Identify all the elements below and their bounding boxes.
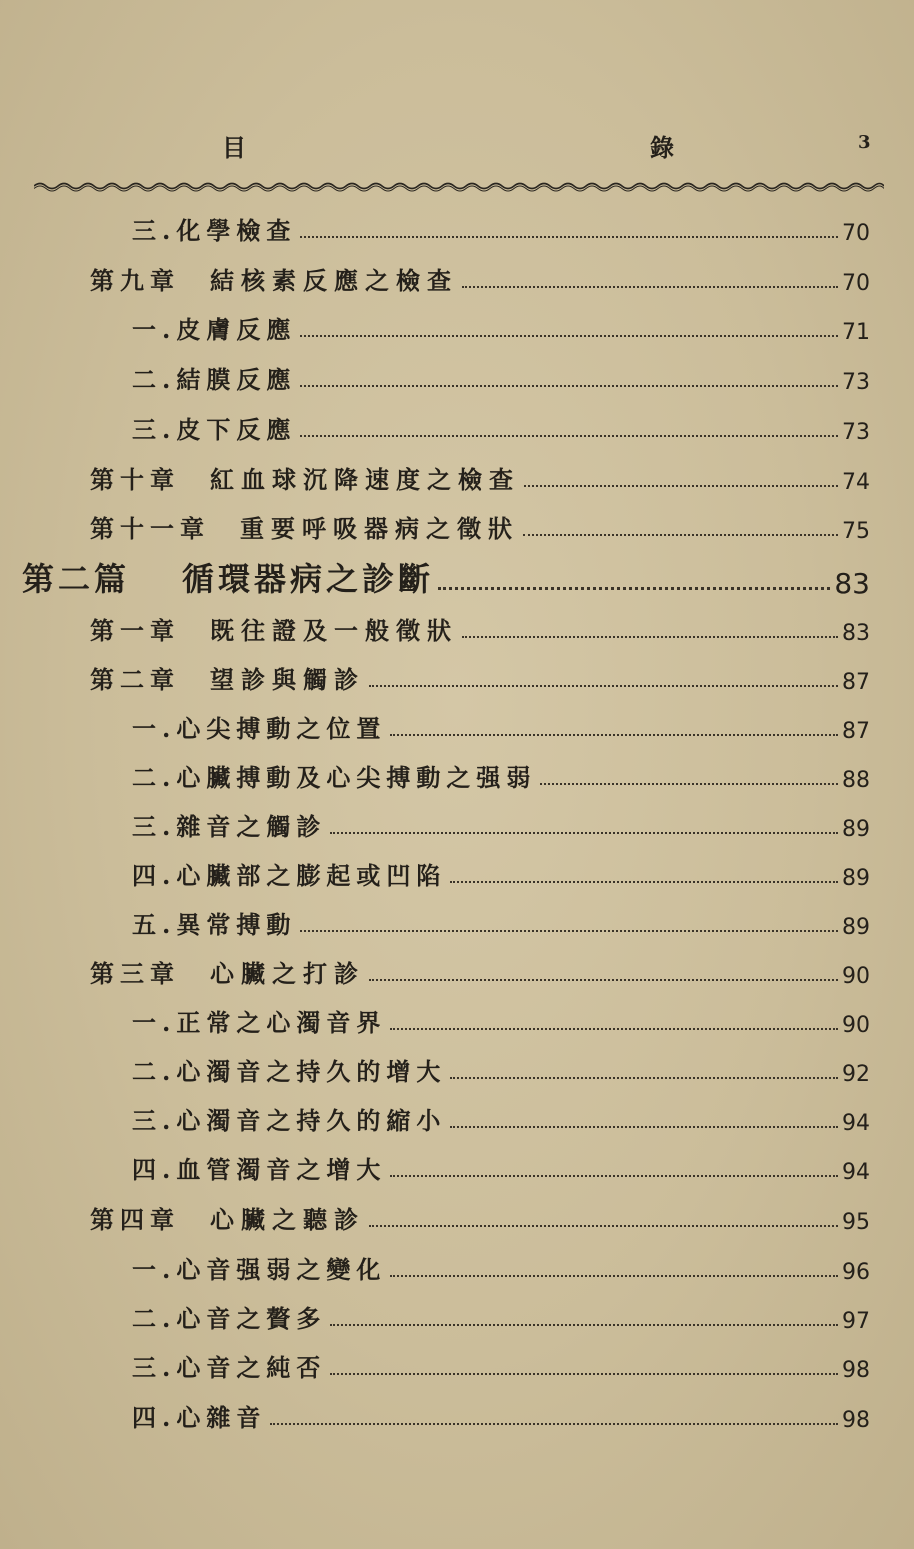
page-number: 3 xyxy=(858,132,871,153)
chapter-number: 第三章 xyxy=(90,959,180,988)
leader-dots xyxy=(369,1224,838,1227)
chapter-title: 重要呼吸器病之徵狀 xyxy=(240,514,519,543)
leader-dots xyxy=(390,733,838,736)
leader-dots xyxy=(330,1323,838,1326)
toc-entry-page: 92 xyxy=(842,1062,870,1087)
toc-chapter xyxy=(90,955,870,989)
chapter-title: 紅血球沉降速度之檢查 xyxy=(210,465,520,494)
leader-dots xyxy=(330,831,838,834)
toc-entry-page: 97 xyxy=(842,1309,870,1334)
toc-entry xyxy=(132,1251,870,1285)
toc-entry xyxy=(132,1349,870,1383)
toc-entry-title: 一.皮膚反應 xyxy=(132,315,297,344)
toc-entry-page: 87 xyxy=(842,719,870,744)
leader-dots xyxy=(330,1372,838,1375)
chapter-title: 心臟之聽診 xyxy=(210,1205,365,1234)
toc-entry-title: 一.心尖搏動之位置 xyxy=(132,714,387,743)
toc-entry-page: 89 xyxy=(842,915,870,940)
toc-chapter xyxy=(90,661,870,695)
toc-entry-title: 三.心音之純否 xyxy=(132,1353,327,1382)
leader-dots xyxy=(450,880,838,883)
toc-entry-page: 90 xyxy=(842,964,870,989)
chapter-number: 第二章 xyxy=(90,665,180,694)
toc-entry-page: 73 xyxy=(842,420,870,445)
toc-entry-page: 87 xyxy=(842,670,870,695)
leader-dots xyxy=(462,635,838,638)
toc-entry-title: 二.結膜反應 xyxy=(132,365,297,394)
toc-entry-page: 98 xyxy=(842,1358,870,1383)
leader-dots xyxy=(540,782,838,785)
chapter-number: 第一章 xyxy=(90,616,180,645)
toc-entry xyxy=(132,1102,870,1136)
toc-chapter xyxy=(90,510,870,544)
leader-dots xyxy=(390,1274,838,1277)
toc-entry-page: 95 xyxy=(842,1210,870,1235)
leader-dots xyxy=(524,484,838,487)
toc-entry xyxy=(132,1053,870,1087)
leader-dots xyxy=(369,684,838,687)
toc-entry-title: 四.心臟部之膨起或凹陷 xyxy=(132,861,447,890)
toc-entry-title: 四.心雜音 xyxy=(132,1403,267,1432)
toc-chapter xyxy=(90,461,870,495)
toc-entry-title: 四.血管濁音之增大 xyxy=(132,1155,387,1184)
toc-entry-title: 二.心濁音之持久的增大 xyxy=(132,1057,447,1086)
toc-entry xyxy=(132,906,870,940)
toc-entry-page: 83 xyxy=(834,567,870,600)
chapter-number: 第九章 xyxy=(90,266,180,295)
toc-entry xyxy=(132,1151,870,1185)
toc-chapter xyxy=(90,612,870,646)
toc-part xyxy=(22,558,870,600)
toc-entry xyxy=(132,710,870,744)
toc-entry-title: 三.化學檢查 xyxy=(132,216,297,245)
toc-chapter xyxy=(90,1201,870,1235)
toc-entry-page: 70 xyxy=(842,221,870,246)
toc-entry-page: 94 xyxy=(842,1160,870,1185)
toc-entry-page: 83 xyxy=(842,621,870,646)
toc-entry-title: 二.心臟搏動及心尖搏動之强弱 xyxy=(132,763,537,792)
leader-dots xyxy=(300,384,838,387)
toc-entry xyxy=(132,808,870,842)
toc-entry xyxy=(132,1399,870,1433)
leader-dots xyxy=(523,533,838,536)
toc-entry-page: 70 xyxy=(842,271,870,296)
toc-entry xyxy=(132,411,870,445)
toc-entry-title: 三.雜音之觸診 xyxy=(132,812,327,841)
toc-entry-page: 88 xyxy=(842,768,870,793)
toc-entry xyxy=(132,857,870,891)
toc-entry-title: 三.皮下反應 xyxy=(132,415,297,444)
toc-entry xyxy=(132,311,870,345)
leader-dots xyxy=(270,1422,838,1425)
leader-dots xyxy=(450,1125,838,1128)
toc-entry-page: 89 xyxy=(842,866,870,891)
toc-entry-page: 73 xyxy=(842,370,870,395)
header-center-char: 錄 xyxy=(650,133,674,162)
toc-entry-page: 89 xyxy=(842,817,870,842)
leader-dots xyxy=(462,285,838,288)
toc-entry-title: 二.心音之贅多 xyxy=(132,1304,327,1333)
chapter-title: 望診與觸診 xyxy=(210,665,365,694)
toc-entry-title: 一.心音强弱之變化 xyxy=(132,1255,387,1284)
toc-entry-title: 五.異常搏動 xyxy=(132,910,297,939)
toc-entry-page: 74 xyxy=(842,470,870,495)
leader-dots xyxy=(300,334,838,337)
chapter-number: 第十一章 xyxy=(90,514,210,543)
toc-entry xyxy=(132,212,870,246)
leader-dots xyxy=(390,1174,838,1177)
toc-entry-page: 96 xyxy=(842,1260,870,1285)
toc-chapter xyxy=(90,262,870,296)
toc-entry-page: 94 xyxy=(842,1111,870,1136)
chapter-title: 心臟之打診 xyxy=(210,959,365,988)
toc-entry xyxy=(132,1004,870,1038)
leader-dots xyxy=(300,929,838,932)
toc-entry-page: 98 xyxy=(842,1408,870,1433)
chapter-title: 結核素反應之檢查 xyxy=(210,266,458,295)
toc-entry-title: 一.正常之心濁音界 xyxy=(132,1008,387,1037)
chapter-title: 既往證及一般徵狀 xyxy=(210,616,458,645)
leader-dots xyxy=(300,235,838,238)
header-left-char: 目 xyxy=(222,133,246,162)
part-title: 循環器病之診斷 xyxy=(182,560,435,598)
chapter-number: 第四章 xyxy=(90,1205,180,1234)
part-number: 第二篇 xyxy=(22,560,131,598)
leader-dots xyxy=(450,1076,838,1079)
toc-entry-page: 71 xyxy=(842,320,870,345)
toc-entry-title: 三.心濁音之持久的縮小 xyxy=(132,1106,447,1135)
chapter-number: 第十章 xyxy=(90,465,180,494)
toc-entry xyxy=(132,759,870,793)
toc-entry-page: 90 xyxy=(842,1013,870,1038)
leader-dots xyxy=(390,1027,838,1030)
toc-entry xyxy=(132,361,870,395)
toc-entry-page: 75 xyxy=(842,519,870,544)
leader-dots xyxy=(300,434,838,437)
leader-dots xyxy=(438,586,830,590)
toc-entry xyxy=(132,1300,870,1334)
leader-dots xyxy=(369,978,838,981)
